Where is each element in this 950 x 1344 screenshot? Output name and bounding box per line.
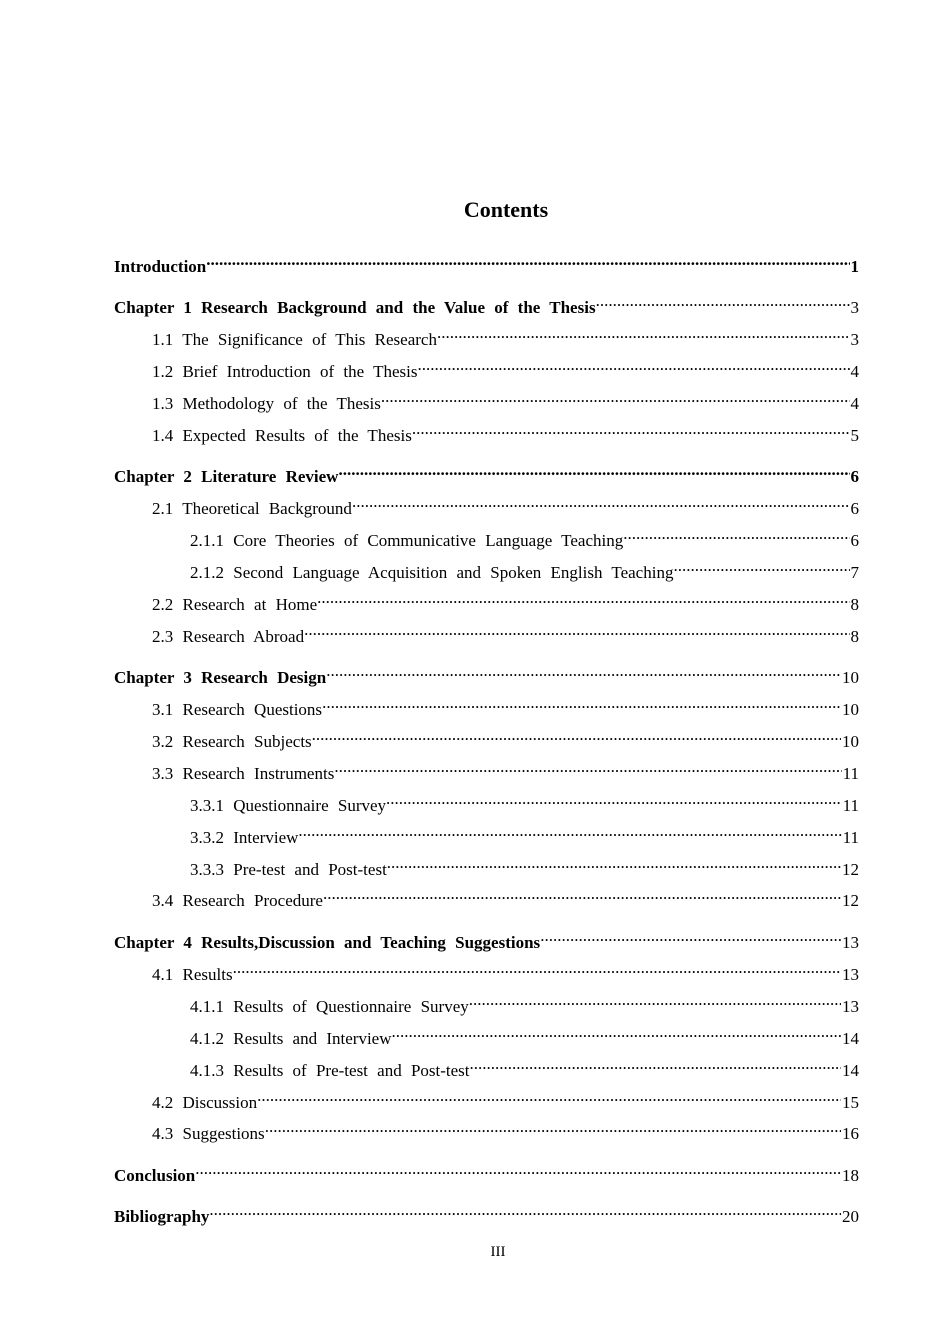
page-title: Contents [463,196,549,222]
toc-entry[interactable] [0,1159,859,1187]
toc-entry-label: Chapter 2 Literature Review [114,467,339,486]
toc-entry[interactable] [0,588,859,616]
toc-entry-label: 4.1.1 Results of Questionnaire Survey [190,997,469,1016]
toc-dot-leader [412,419,850,441]
toc-entry-page-number: 16 [842,1124,859,1143]
toc-entry-label: Chapter 3 Research Design [114,668,327,687]
toc-entry[interactable] [0,884,859,912]
toc-entry[interactable] [0,323,859,351]
toc-entry-label: 3.4 Research Procedure [152,891,323,910]
toc-entry-page-number: 12 [842,860,859,879]
toc-entry[interactable] [0,1086,859,1114]
toc-entry-page-number: 8 [850,627,859,646]
toc-entry-page-number: 4 [850,394,859,413]
toc-entry[interactable] [0,926,859,954]
toc-dot-leader [233,958,841,980]
toc-entry-page-number: 6 [850,531,859,550]
toc-entry-page-number: 12 [842,891,859,910]
toc-dot-leader [352,492,850,514]
toc-entry-page-number: 10 [842,700,859,719]
toc-entry-page-number: 13 [842,933,859,952]
toc-entry-label: 3.3.1 Questionnaire Survey [190,796,387,815]
toc-entry-page-number: 14 [842,1029,859,1048]
toc-entry-page-number: 4 [850,362,859,381]
toc-entry-label: 1.2 Brief Introduction of the Thesis [152,362,418,381]
toc-entry-label: 1.4 Expected Results of the Thesis [152,426,412,445]
toc-dot-leader [334,757,841,779]
toc-dot-leader [437,323,850,345]
toc-entry-label: 4.2 Discussion [152,1093,258,1112]
toc-dot-leader [381,387,850,409]
toc-entry[interactable] [0,661,859,689]
toc-entry[interactable] [0,757,859,785]
toc-entry[interactable] [0,419,859,447]
toc-dot-leader [387,853,841,875]
toc-entry-page-number: 7 [850,563,859,582]
toc-entry[interactable] [0,693,859,721]
toc-entry-label: 2.2 Research at Home [152,595,318,614]
toc-entry-label: 2.3 Research Abroad [152,627,305,646]
toc-entry-label: Conclusion [114,1166,196,1185]
toc-entry-page-number: 8 [850,595,859,614]
toc-dot-leader [386,789,842,811]
toc-dot-leader [596,291,850,313]
toc-dot-leader [317,588,849,610]
toc-entry-label: Chapter 4 Results,Discussion and Teaching Suggestions [114,933,541,952]
toc-entry[interactable] [0,556,859,584]
toc-entry-label: 4.3 Suggestions [152,1124,265,1143]
toc-entry-label: 3.2 Research Subjects [152,732,312,751]
toc-dot-leader [265,1117,841,1139]
toc-entry-page-number: 15 [842,1093,859,1112]
toc-entry[interactable] [0,789,859,817]
toc-entry[interactable] [0,958,859,986]
toc-entry-label: 2.1.2 Second Language Acquisition and Spoken English Teaching [190,563,674,582]
toc-entry[interactable] [0,1022,859,1050]
toc-dot-leader [392,1022,842,1044]
toc-dot-leader [338,460,849,482]
toc-dot-leader [298,821,841,843]
toc-entry-page-number: 11 [842,828,859,847]
toc-dot-leader [312,725,841,747]
toc-dot-leader [470,1054,841,1076]
toc-dot-leader [623,524,849,546]
toc-entry[interactable] [0,492,859,520]
toc-entry[interactable] [0,853,859,881]
toc-entry-label: 3.3 Research Instruments [152,764,335,783]
toc-dot-leader [540,926,841,948]
toc-dot-leader [206,250,849,272]
toc-entry[interactable] [0,524,859,552]
toc-dot-leader [209,1200,841,1222]
toc-dot-leader [673,556,849,578]
toc-dot-leader [469,990,841,1012]
toc-dot-leader [326,661,841,683]
toc-entry[interactable] [0,355,859,383]
toc-entry-page-number: 5 [850,426,859,445]
toc-entry[interactable] [0,250,859,278]
toc-entry-label: 2.1 Theoretical Background [152,499,352,518]
toc-entry-label: 2.1.1 Core Theories of Communicative Language Teaching [190,531,624,550]
toc-entry-label: Introduction [114,257,207,276]
toc-entry-page-number: 3 [850,298,859,317]
toc-dot-leader [322,693,841,715]
toc-dot-leader [417,355,849,377]
toc-entry-label: 3.3.2 Interview [190,828,299,847]
toc-entry[interactable] [0,1054,859,1082]
toc-entry-label: Bibliography [114,1207,210,1226]
toc-entry[interactable] [0,725,859,753]
toc-entry[interactable] [0,990,859,1018]
toc-dot-leader [323,884,841,906]
toc-entry-label: 1.1 The Significance of This Research [152,330,437,349]
toc-dot-leader [304,620,849,642]
toc-entry-label: Chapter 1 Research Background and the Value of the Thesis [114,298,596,317]
toc-entry-page-number: 3 [850,330,859,349]
toc-entry[interactable] [0,1200,859,1228]
toc-entry-page-number: 13 [842,997,859,1016]
toc-entry[interactable] [0,291,859,319]
toc-entry-label: 3.1 Research Questions [152,700,323,719]
toc-entry[interactable] [0,387,859,415]
toc-dot-leader [257,1086,841,1108]
toc-entry-page-number: 14 [842,1061,859,1080]
toc-entry-label: 3.3.3 Pre-test and Post-test [190,860,387,879]
toc-entry-page-number: 18 [842,1166,859,1185]
toc-entry[interactable] [0,620,859,648]
page-number-footer: III [490,1244,506,1260]
toc-entry-page-number: 6 [850,499,859,518]
toc-entry[interactable] [0,460,859,488]
toc-entry-page-number: 10 [842,732,859,751]
toc-entry-label: 4.1.2 Results and Interview [190,1029,392,1048]
toc-entry[interactable] [0,821,859,849]
toc-entry-page-number: 6 [850,467,859,486]
toc-entry-page-number: 11 [842,796,859,815]
toc-entry-page-number: 20 [842,1207,859,1226]
toc-entry-page-number: 11 [842,764,859,783]
toc-entry-label: 4.1 Results [152,965,233,984]
toc-entry-label: 1.3 Methodology of the Thesis [152,394,381,413]
toc-dot-leader [195,1159,841,1181]
toc-entry[interactable] [0,1117,859,1145]
toc-entry-label: 4.1.3 Results of Pre-test and Post-test [190,1061,470,1080]
toc-entry-page-number: 1 [850,257,859,276]
toc-entry-page-number: 13 [842,965,859,984]
toc-entry-page-number: 10 [842,668,859,687]
